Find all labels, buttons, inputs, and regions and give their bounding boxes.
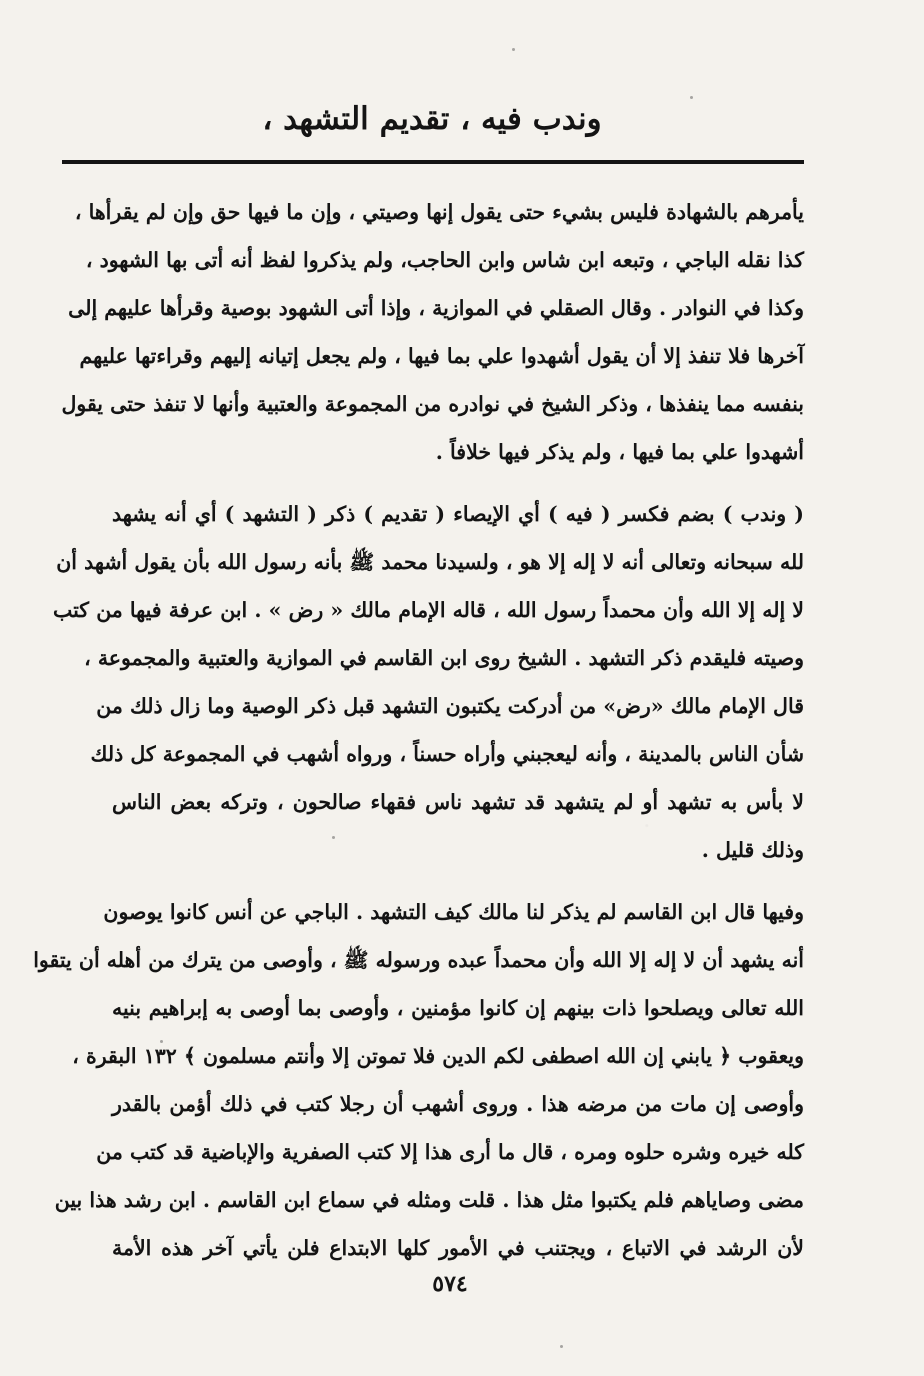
text-line: وذلك قليل . (701, 838, 804, 862)
text-line: ويعقوب ﴿ يابني إن الله اصطفى لكم الدين فلا تموتن إلا وأنتم مسلمون ﴾ ١٣٢ البقرة ، (72, 1044, 804, 1068)
paragraph-3 (33, 888, 804, 1272)
text-line: وأوصى إن مات من مرضه هذا . وروى أشهب أن رجلا كتب في ذلك أؤمن بالقدر (112, 1092, 804, 1116)
text-line: لله سبحانه وتعالى أنه لا إله إلا هو ، ولسيدنا محمد ﷺ بأنه رسول الله بأن يقول أشهد أن (56, 550, 804, 574)
page-body (33, 188, 804, 1272)
text-line: ( وندب ) بضم فكسر ( فيه ) أي الإيصاء ( تقديم ) ذكر ( التشهد ) أي أنه يشهد (112, 502, 804, 526)
text-line: يأمرهم بالشهادة فليس بشيء حتى يقول إنها وصيتي ، وإن ما فيها حق وإن لم يقرأها ، (74, 200, 804, 224)
text-line: شأن الناس بالمدينة ، وأنه ليعجبني وأراه حسناً ، ورواه أشهب في المجموعة كل ذلك (90, 742, 804, 766)
text-line: بنفسه مما ينفذها ، وذكر الشيخ في نوادره من المجموعة والعتبية وأنها لا تنفذ حتى يقول (61, 392, 804, 416)
text-line: أشهدوا علي بما فيها ، ولم يذكر فيها خلافاً . (435, 440, 804, 464)
header-divider (62, 160, 804, 164)
text-line: آخرها فلا تنفذ إلا أن يقول أشهدوا علي بما فيها ، ولم يجعل إتيانه إليهم وقراءتها عليهم (79, 344, 804, 368)
text-line: لا بأس به تشهد أو لم يتشهد قد تشهد ناس فقهاء صالحون ، وتركه بعض الناس (112, 790, 804, 814)
text-line: لأن الرشد في الاتباع ، ويجتنب في الأمور كلها الابتداع فلن يأتي آخر هذه الأمة (112, 1236, 804, 1260)
scan-speck (332, 836, 335, 839)
text-line: وصيته فليقدم ذكر التشهد . الشيخ روى ابن القاسم في الموازية والعتبية والمجموعة ، (84, 646, 804, 670)
text-line: كله خيره وشره حلوه ومره ، قال ما أرى هذا إلا كتب الصفرية والإباضية قد كتب من (96, 1140, 804, 1164)
scan-speck (512, 48, 515, 51)
text-line: كذا نقله الباجي ، وتبعه ابن شاس وابن الحاجب، ولم يذكروا لفظ أنه أتى بها الشهود ، (85, 248, 804, 272)
scan-speck (560, 1345, 563, 1348)
text-line: أنه يشهد أن لا إله إلا الله وأن محمداً عبده ورسوله ﷺ ، وأوصى من يترك من أهله أن يتقوا (33, 948, 804, 972)
paragraph-2 (52, 490, 804, 874)
page-number: ٥٧٤ (432, 1271, 468, 1297)
paragraph-1 (61, 188, 804, 476)
text-line: وكذا في النوادر . وقال الصقلي في الموازية ، وإذا أتى الشهود بوصية وقرأها عليهم إلى (68, 296, 804, 320)
scan-speck (690, 96, 693, 99)
text-line: وفيها قال ابن القاسم لم يذكر لنا مالك كيف التشهد . الباجي عن أنس كانوا يوصون (103, 900, 804, 924)
text-line: لا إله إلا الله وأن محمداً رسول الله ، قاله الإمام مالك « رض » . ابن عرفة فيها من كتب (52, 598, 804, 622)
text-line: مضى وصاياهم فلم يكتبوا مثل هذا . قلت ومثله في سماع ابن القاسم . ابن رشد هذا بين (54, 1188, 804, 1212)
page-header-title: وندب فيه ، تقديم التشهد ، (262, 101, 602, 137)
scan-speck (160, 1040, 163, 1043)
text-line: الله تعالى ويصلحوا ذات بينهم إن كانوا مؤمنين ، وأوصى بما أوصى به إبراهيم بنيه (112, 996, 804, 1020)
text-line: قال الإمام مالك «رض» من أدركت يكتبون التشهد قبل ذكر الوصية وما زال ذلك من (96, 694, 804, 718)
